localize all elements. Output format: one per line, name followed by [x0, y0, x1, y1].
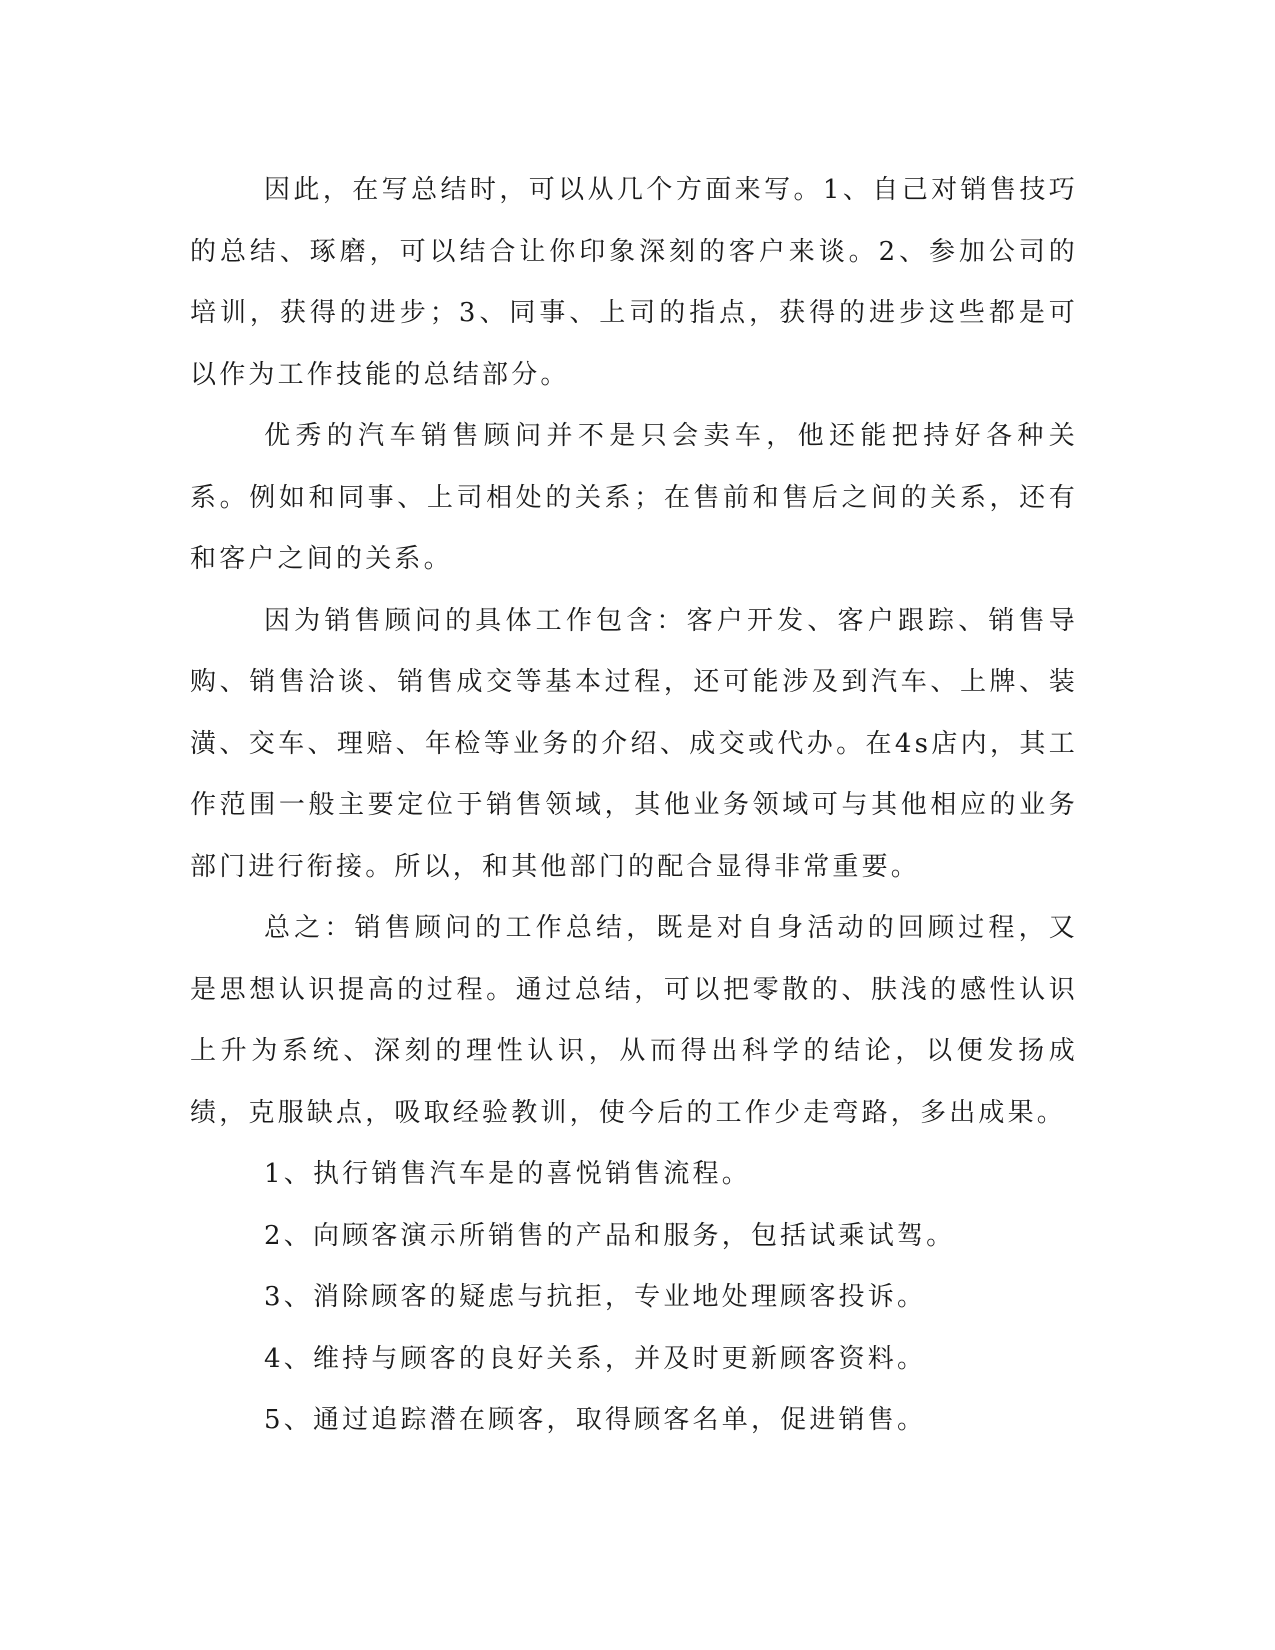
- paragraph-conclusion: 总之：销售顾问的工作总结，既是对自身活动的回顾过程，又是思想认识提高的过程。通过总结，可以把零散的、肤浅的感性认识上升为系统、深刻的理性认识，从而得出科学的结论，以便发扬成绩，克服缺点，吸取经验教训，使今后的工作少走弯路，多出成果。: [190, 913, 1078, 1128]
- list-item: 2、向顾客演示所销售的产品和服务，包括试乘试驾。: [264, 1220, 956, 1251]
- list-item: 5、通过追踪潜在顾客，取得顾客名单，促进销售。: [264, 1405, 927, 1435]
- paragraph-job-scope: 因为销售顾问的具体工作包含：客户开发、客户跟踪、销售导购、销售洽谈、销售成交等基本过程，还可能涉及到汽车、上牌、装潢、交车、理赔、年检等业务的介绍、成交或代办。在4s店内，其工作范围一般主要定位于销售领域，其他业务领域可与其他相应的业务部门进行衔接。所以，和其他部门的配合显得非常重要。: [190, 605, 1078, 882]
- paragraph-relationships: 优秀的汽车销售顾问并不是只会卖车，他还能把持好各种关系。例如和同事、上司相处的关系；在售前和售后之间的关系，还有和客户之间的关系。: [190, 421, 1078, 574]
- list-item: 4、维持与顾客的良好关系，并及时更新顾客资料。: [264, 1343, 927, 1374]
- paragraph-summary-methods: 因此，在写总结时，可以从几个方面来写。1、自己对销售技巧的总结、琢磨，可以结合让你印象深刻的客户来谈。2、参加公司的培训，获得的进步；3、同事、上司的指点，获得的进步这些都是可以作为工作技能的总结部分。: [190, 175, 1078, 390]
- list-item: 1、执行销售汽车是的喜悦销售流程。: [264, 1159, 751, 1189]
- list-item: 3、消除顾客的疑虑与抗拒，专业地处理顾客投诉。: [264, 1282, 927, 1312]
- document-body: [190, 160, 1078, 1452]
